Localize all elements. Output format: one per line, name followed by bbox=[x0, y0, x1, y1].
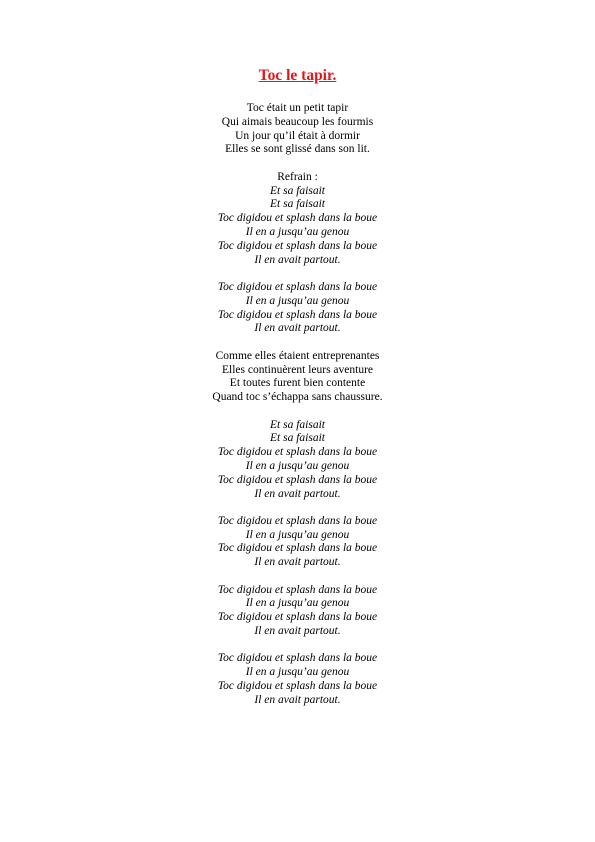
lyric-line: Toc digidou et splash dans la boue bbox=[217, 611, 378, 624]
lyric-line: Il en a jusqu’au genou bbox=[245, 666, 350, 679]
lyric-line: Qui aimais beaucoup les fourmis bbox=[221, 115, 374, 128]
lyric-line: Il en a jusqu’au genou bbox=[245, 294, 350, 307]
lyric-line: Il en avait partout. bbox=[254, 253, 341, 266]
lyric-line: Toc digidou et splash dans la boue bbox=[217, 583, 378, 596]
stanza-6 bbox=[0, 515, 595, 570]
lyric-line: Toc digidou et splash dans la boue bbox=[217, 514, 378, 527]
lyric-line: Toc digidou et splash dans la boue bbox=[217, 542, 378, 555]
stanza-1 bbox=[0, 102, 595, 157]
lyric-line: Il en avait partout. bbox=[254, 625, 341, 638]
stanza-2 bbox=[0, 171, 595, 268]
lyric-line: Il en a jusqu’au genou bbox=[245, 528, 350, 541]
lyric-line: Toc digidou et splash dans la boue bbox=[217, 446, 378, 459]
lyric-line: Toc digidou et splash dans la boue bbox=[217, 652, 378, 665]
lyric-line: Elles se sont glissé dans son lit. bbox=[225, 143, 370, 156]
lyric-line: Il en avait partout. bbox=[254, 487, 341, 500]
stanza-7 bbox=[0, 584, 595, 639]
lyric-line: Il en avait partout. bbox=[254, 556, 341, 569]
lyric-line: Et sa faisait bbox=[270, 432, 325, 445]
lyric-line: Toc digidou et splash dans la boue bbox=[217, 280, 378, 293]
lyric-line: Toc digidou et splash dans la boue bbox=[217, 212, 378, 225]
lyric-line: Et toutes furent bien contente bbox=[229, 377, 366, 390]
refrain-heading: Refrain : bbox=[277, 170, 318, 183]
lyric-line: Toc digidou et splash dans la boue bbox=[217, 308, 378, 321]
stanza-3 bbox=[0, 281, 595, 336]
lyric-line: Il en a jusqu’au genou bbox=[245, 459, 350, 472]
stanza-4 bbox=[0, 350, 595, 405]
lyric-line: Et sa faisait bbox=[270, 184, 325, 197]
lyric-line: Quand toc s’échappa sans chaussure. bbox=[212, 391, 383, 404]
lyric-line: Et sa faisait bbox=[270, 418, 325, 431]
lyric-line: Elles continuèrent leurs aventure bbox=[221, 363, 374, 376]
lyric-line: Un jour qu’il était à dormir bbox=[235, 129, 360, 142]
lyric-line: Il en avait partout. bbox=[254, 322, 341, 335]
lyric-line: Comme elles étaient entreprenantes bbox=[215, 349, 380, 362]
lyrics-body bbox=[0, 102, 595, 721]
lyric-line: Il en avait partout. bbox=[254, 693, 341, 706]
stanza-8 bbox=[0, 652, 595, 707]
lyric-line: Toc digidou et splash dans la boue bbox=[217, 473, 378, 486]
lyric-line: Et sa faisait bbox=[270, 198, 325, 211]
lyric-line: Toc digidou et splash dans la boue bbox=[217, 239, 378, 252]
stanza-5 bbox=[0, 419, 595, 502]
lyric-line: Toc digidou et splash dans la boue bbox=[217, 680, 378, 693]
song-title: Toc le tapir. bbox=[258, 67, 337, 84]
lyric-line: Il en a jusqu’au genou bbox=[245, 225, 350, 238]
lyric-line: Il en a jusqu’au genou bbox=[245, 597, 350, 610]
lyric-line: Toc était un petit tapir bbox=[246, 102, 349, 114]
